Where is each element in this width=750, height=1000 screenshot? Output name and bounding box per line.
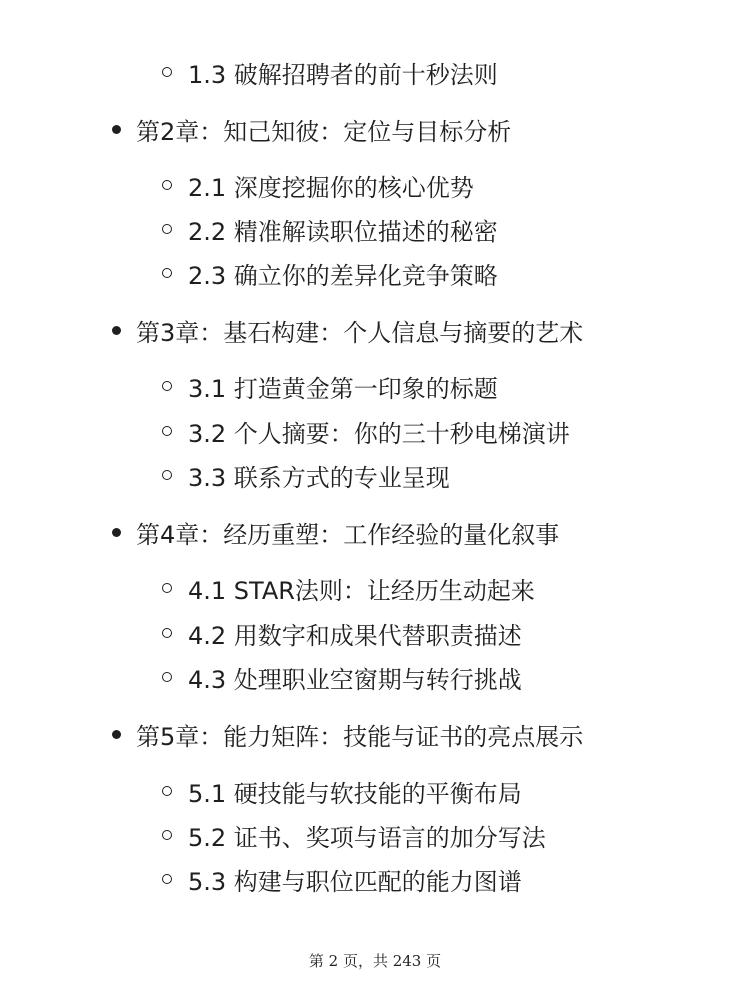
hollow-bullet-icon — [162, 583, 172, 593]
toc-item — [162, 773, 522, 809]
toc-item-text: 第5章：能力矩阵：技能与证书的亮点展示 — [136, 722, 584, 751]
hollow-bullet-icon — [162, 426, 172, 436]
filled-bullet-icon — [112, 528, 121, 537]
filled-bullet-icon — [112, 125, 121, 134]
toc-item — [162, 659, 522, 695]
toc-item — [112, 514, 559, 550]
toc-item — [112, 312, 583, 348]
hollow-bullet-icon — [162, 180, 172, 190]
toc-item-text: 2.2 精准解读职位描述的秘密 — [188, 217, 498, 246]
toc-item-text: 4.1 STAR法则：让经历生动起来 — [188, 576, 535, 605]
toc-item — [162, 54, 498, 90]
toc-item-text: 2.3 确立你的差异化竞争策略 — [188, 261, 498, 290]
hollow-bullet-icon — [162, 381, 172, 391]
hollow-bullet-icon — [162, 672, 172, 682]
toc-item-text: 4.2 用数字和成果代替职责描述 — [188, 621, 522, 650]
toc-item — [162, 817, 546, 853]
toc-item — [162, 167, 474, 203]
toc-item-text: 3.3 联系方式的专业呈现 — [188, 463, 450, 492]
toc-item-text: 4.3 处理职业空窗期与转行挑战 — [188, 665, 522, 694]
hollow-bullet-icon — [162, 224, 172, 234]
hollow-bullet-icon — [162, 830, 172, 840]
toc-item — [162, 570, 535, 606]
hollow-bullet-icon — [162, 470, 172, 480]
toc-item — [162, 457, 450, 493]
toc-item-text: 第4章：经历重塑：工作经验的量化叙事 — [136, 520, 560, 549]
hollow-bullet-icon — [162, 874, 172, 884]
hollow-bullet-icon — [162, 786, 172, 796]
hollow-bullet-icon — [162, 67, 172, 77]
toc-item — [162, 861, 522, 897]
page-number-footer: 第 2 页，共 243 页 — [308, 952, 442, 970]
toc-item-text: 5.1 硬技能与软技能的平衡布局 — [188, 779, 522, 808]
filled-bullet-icon — [112, 326, 121, 335]
hollow-bullet-icon — [162, 268, 172, 278]
toc-item — [112, 111, 511, 147]
toc-item — [162, 413, 570, 449]
toc-item — [162, 615, 522, 651]
hollow-bullet-icon — [162, 628, 172, 638]
toc-item-text: 3.2 个人摘要：你的三十秒电梯演讲 — [188, 419, 570, 448]
toc-item-text: 第3章：基石构建：个人信息与摘要的艺术 — [136, 318, 584, 347]
toc-item — [162, 368, 498, 404]
toc-item — [162, 211, 498, 247]
toc-item-text: 3.1 打造黄金第一印象的标题 — [188, 374, 498, 403]
toc-item-text: 5.3 构建与职位匹配的能力图谱 — [188, 867, 522, 896]
toc-item-text: 1.3 破解招聘者的前十秒法则 — [188, 60, 498, 89]
toc-item — [112, 716, 583, 752]
toc-item — [162, 255, 498, 291]
toc-item-text: 2.1 深度挖掘你的核心优势 — [188, 173, 474, 202]
toc-item-text: 5.2 证书、奖项与语言的加分写法 — [188, 823, 546, 852]
toc-item-text: 第2章：知己知彼：定位与目标分析 — [136, 117, 512, 146]
filled-bullet-icon — [112, 730, 121, 739]
